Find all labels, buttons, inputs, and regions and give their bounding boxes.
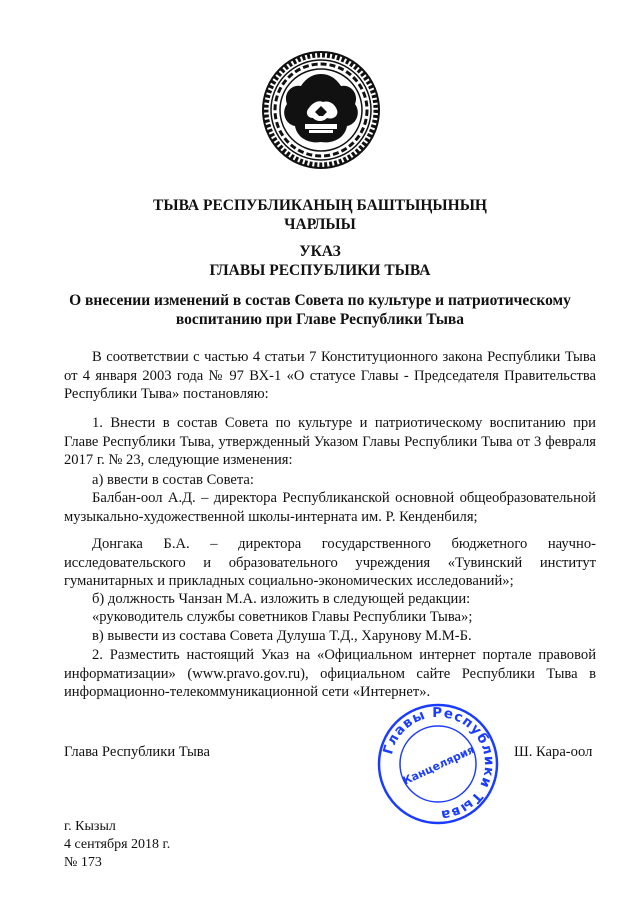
item-1c-paragraph: в) вывести из состава Совета Дулуша Т.Д., Харунову М.М-Б.: [92, 628, 472, 644]
item-1b-paragraph: б) должность Чанзан М.А. изложить в следующей редакции:: [92, 591, 471, 607]
document-title-line-2: воспитанию при Главе Республики Тыва: [175, 311, 465, 328]
official-stamp: [376, 702, 500, 826]
org-heading-line-2: ЧАРЛЫЫ: [284, 216, 356, 233]
ukaz-heading-line-1: УКАЗ: [299, 243, 341, 260]
item-1b-quote-paragraph: «руководитель службы советников Главы Республики Тыва»;: [92, 609, 473, 625]
item-1-paragraph: 1. Внести в состав Совета по культуре и патриотическому воспитанию при Главе Республики Тыва, утвержденный Указом Главы Республики Тыва от 3 февраля 2017 г. № 23, следующие изменения:: [64, 415, 596, 468]
document-footer: [64, 818, 170, 872]
footer-number: № 173: [64, 855, 102, 870]
signature-position: Глава Республики Тыва: [64, 744, 210, 760]
member-1-paragraph: Балбан-оол А.Д. – директора Республиканской основной общеобразовательной музыкально-художественной школы-интерната им. Р. Кенденбиля;: [64, 490, 596, 525]
footer-city: г. Кызыл: [64, 819, 116, 834]
item-2-paragraph: 2. Разместить настоящий Указ на «Официальном интернет портале правовой информатизации» (www.pravo.gov.ru), официальном сайте Республики Тыва в информационно-телекоммуникационной сети «Интернет».: [64, 647, 596, 700]
tuva-coat-of-arms-icon: [261, 50, 381, 170]
org-heading: [40, 196, 600, 234]
member-2-paragraph: Донгака Б.А. – директора государственного бюджетного научно-исследовательского и образовательного учреждения «Тувинский институт гуманитарных и прикладных социально-экономических исследований»;: [64, 536, 596, 589]
document-title-line-1: О внесении изменений в состав Совета по культуре и патриотическому: [69, 292, 571, 309]
document-title: [40, 291, 600, 329]
item-1a-paragraph: а) ввести в состав Совета:: [92, 472, 254, 488]
ukaz-heading-line-2: ГЛАВЫ РЕСПУБЛИКИ ТЫВА: [209, 262, 431, 279]
stamp-ring-text: Главы Республики Тыва: [380, 704, 498, 824]
footer-date: 4 сентября 2018 г.: [64, 837, 171, 852]
signature-name: Ш. Кара-оол: [514, 744, 593, 760]
ukaz-heading: [40, 242, 600, 280]
stamp-center-text: Канцелярия: [400, 743, 477, 788]
org-heading-line-1: ТЫВА РЕСПУБЛИКАНЫҢ БАШТЫҢЫНЫҢ: [153, 197, 487, 214]
preamble-paragraph: В соответствии с частью 4 статьи 7 Конституционного закона Республики Тыва от 4 января 2003 года № 97 ВХ-1 «О статусе Главы - Председателя Правительства Республики Тыва» постановляю:: [64, 349, 596, 402]
